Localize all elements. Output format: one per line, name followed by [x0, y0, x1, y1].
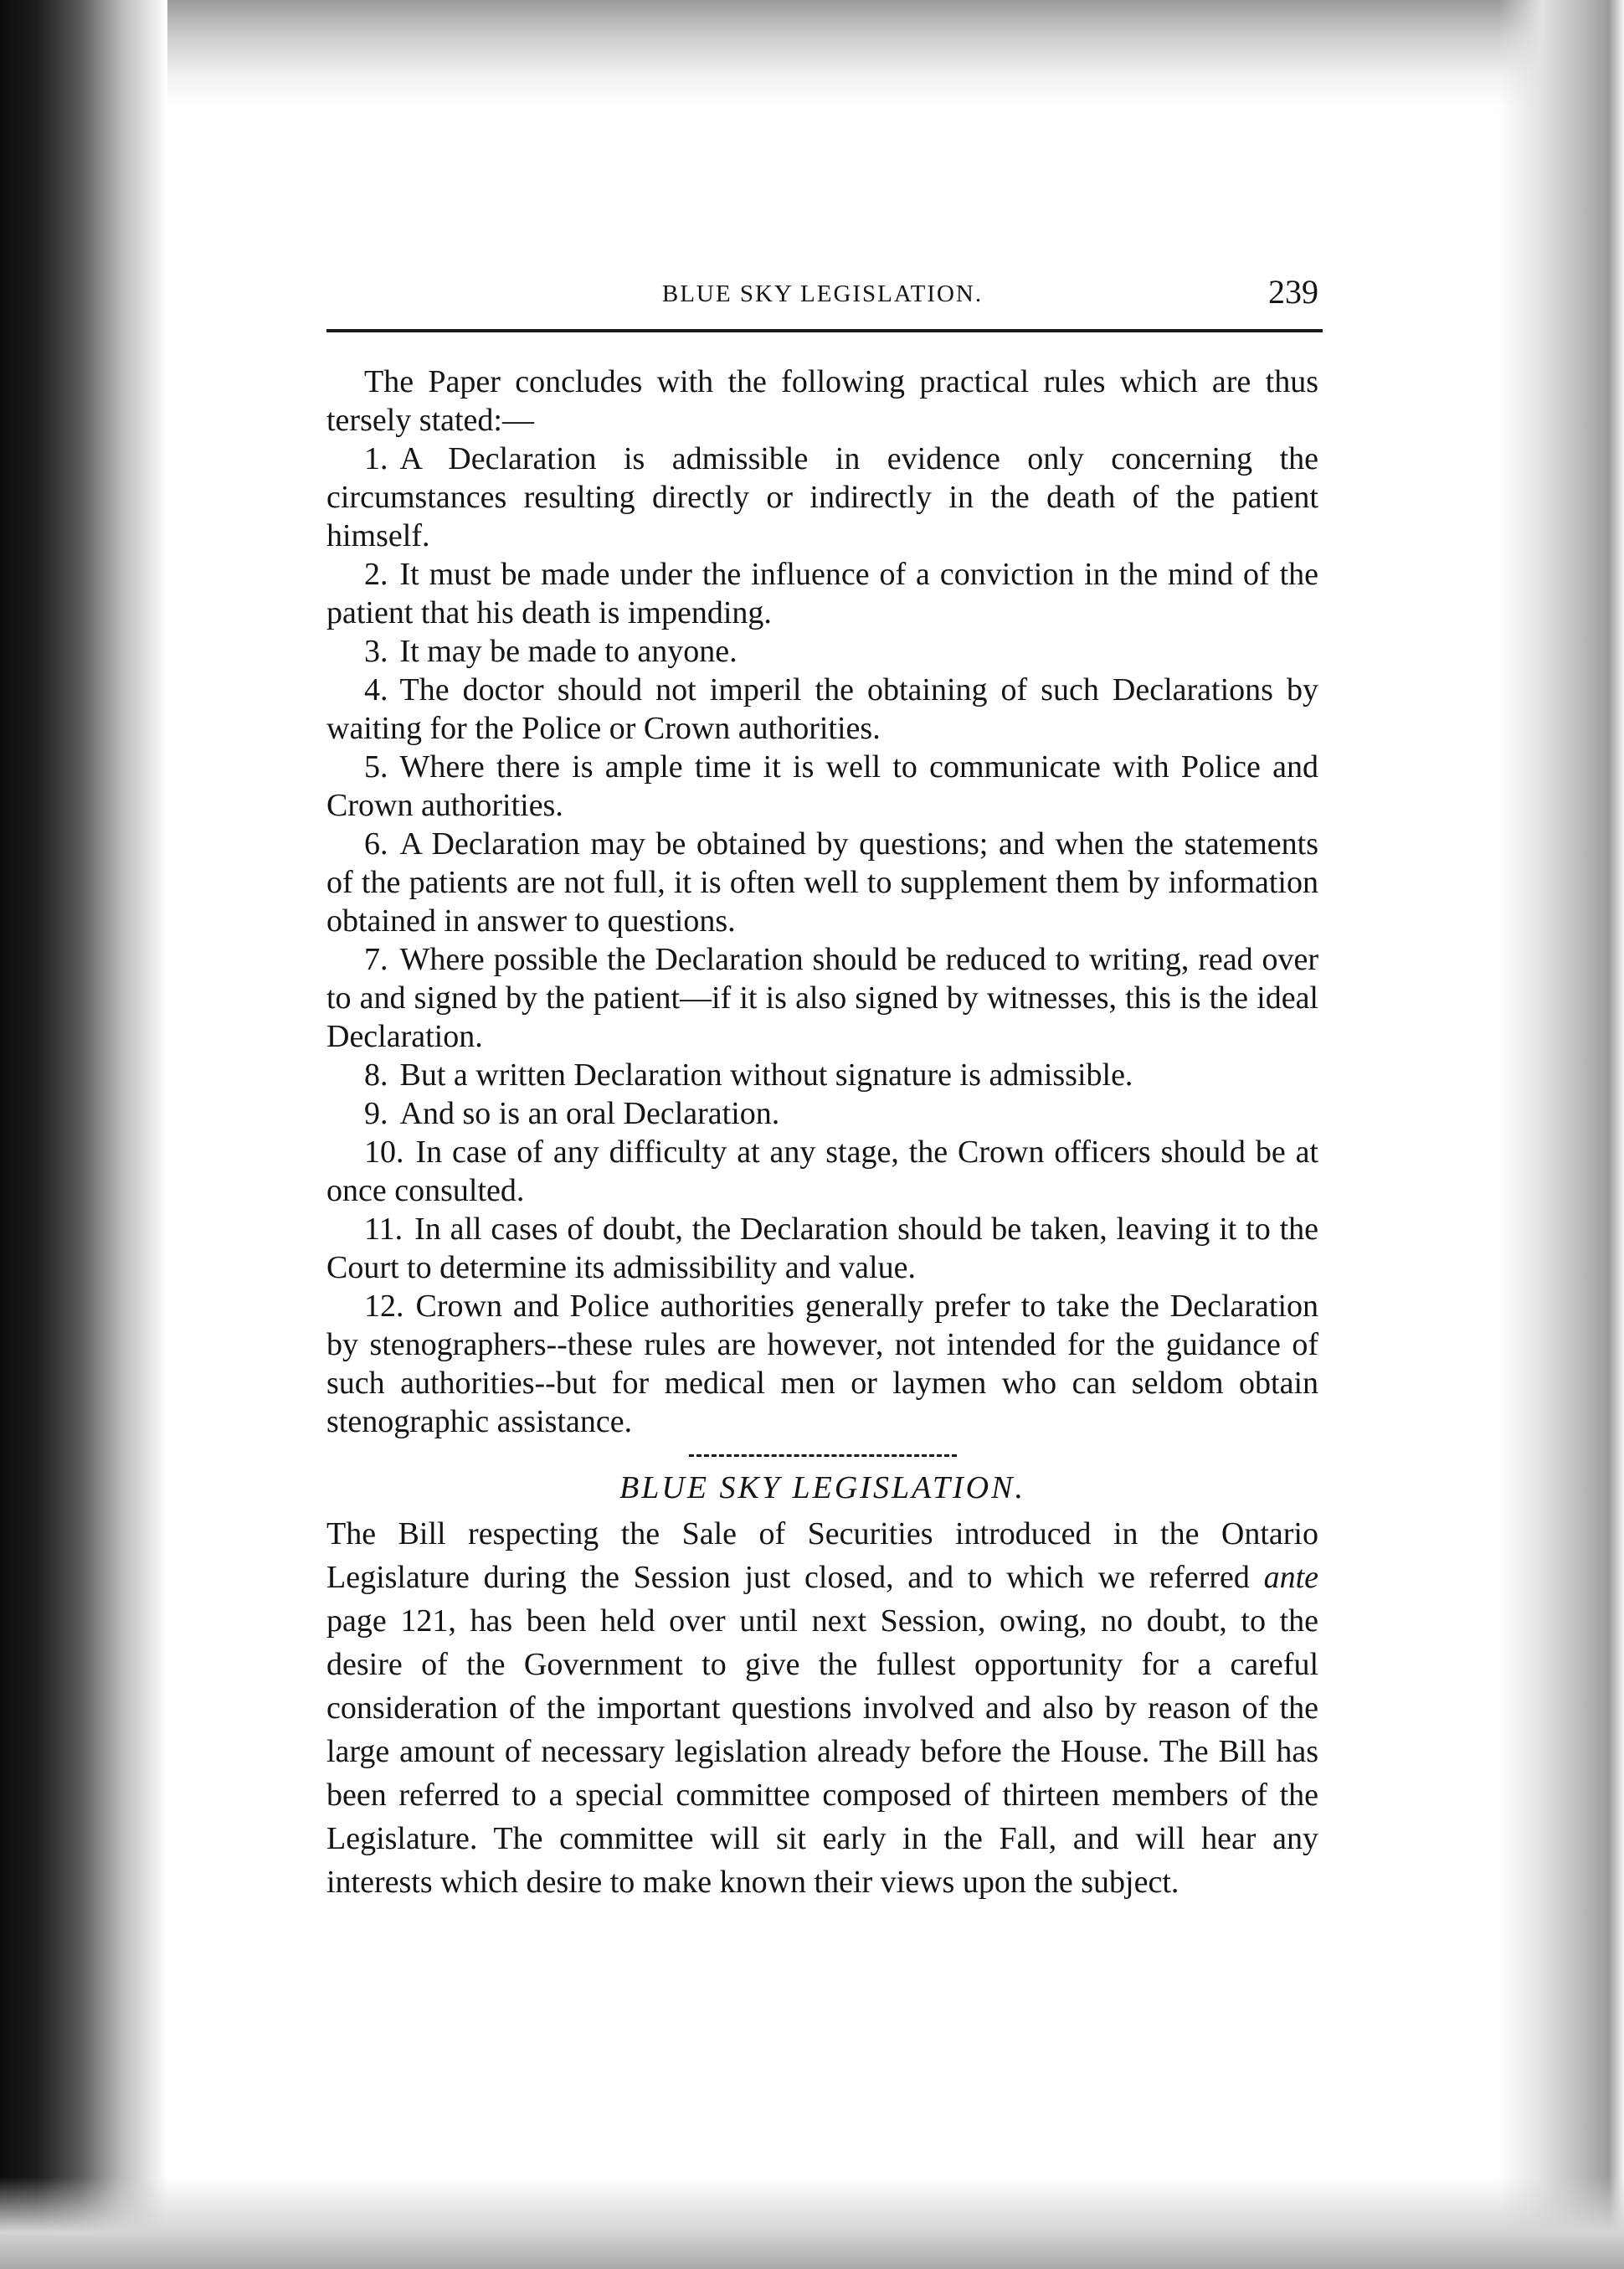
rule-number: 8. — [364, 1057, 388, 1093]
header-rule — [326, 329, 1323, 332]
rule-item — [326, 632, 1318, 671]
book-binding-left — [0, 0, 167, 2269]
rule-text: In case of any difficulty at any stage, the Crown officers should be at once consulted. — [326, 1134, 1318, 1208]
running-head: BLUE SKY LEGISLATION. — [661, 280, 984, 307]
rule-item — [326, 555, 1318, 632]
rule-number: 9. — [364, 1096, 388, 1131]
page-header — [326, 272, 1318, 322]
rule-number: 1. — [364, 441, 388, 476]
section-title: BLUE SKY LEGISLATION. — [619, 1470, 1025, 1505]
rule-item — [326, 1210, 1318, 1287]
rule-text: It may be made to anyone. — [399, 634, 737, 669]
rule-text: And so is an oral Declaration. — [399, 1096, 780, 1131]
rule-text: Crown and Police authorities generally prefer to take the Declaration by stenographers--these rules are however, not intended for the guidance of such authorities--but for medical men or laymen who can seldom obtain stenographic assistance. — [326, 1289, 1318, 1439]
book-page — [326, 272, 1318, 1904]
page-number: 239 — [1268, 273, 1318, 311]
rule-number: 3. — [364, 634, 388, 669]
rule-number: 10. — [364, 1134, 404, 1170]
rule-item — [326, 940, 1318, 1056]
rule-item — [326, 1094, 1318, 1133]
rule-text: A Declaration may be obtained by questions; and when the statements of the patients are not full, it is often well to supplement them by information obtained in answer to questions. — [326, 826, 1318, 939]
rule-number: 2. — [364, 557, 388, 592]
rule-item — [326, 825, 1318, 940]
rule-text: The doctor should not imperil the obtaining of such Declarations by waiting for the Police or Crown authorities. — [326, 672, 1318, 746]
rule-number: 4. — [364, 672, 388, 707]
section-text-end: page 121, has been held over until next Session, owing, no doubt, to the desire of the Government to give the fullest opportunity for a careful consideration of the important questions involved and also by reason of the large amount of necessary legislation already before the House. The Bill has been referred to a special committee composed of thirteen members of the Legislature. The committee will sit early in the Fall, and will hear any interests which desire to make known their views upon the subject. — [326, 1603, 1318, 1900]
section-divider — [689, 1454, 957, 1457]
page-shadow-top — [0, 0, 1624, 109]
rule-text: In all cases of doubt, the Declaration should be taken, leaving it to the Court to determine its admissibility and value. — [326, 1212, 1318, 1285]
rule-item — [326, 1056, 1318, 1094]
rule-text: It must be made under the influence of a conviction in the mind of the patient that his death is impending. — [326, 557, 1318, 630]
rule-text: Where possible the Declaration should be reduced to writing, read over to and signed by the patient—if it is also signed by witnesses, this is the ideal Declaration. — [326, 942, 1318, 1054]
rule-item — [326, 1133, 1318, 1210]
rule-number: 7. — [364, 942, 388, 977]
rule-text: Where there is ample time it is well to communicate with Police and Crown authorities. — [326, 749, 1318, 823]
rule-text: But a written Declaration without signature is admissible. — [399, 1057, 1133, 1093]
page-shadow-bottom — [0, 2177, 1624, 2269]
rule-number: 12. — [364, 1289, 404, 1324]
section-text-start: The Bill respecting the Sale of Securities introduced in the Ontario Legislature during the Session just closed, and to which we referred — [326, 1516, 1318, 1595]
page-shadow-right — [1498, 0, 1624, 2269]
rule-item — [326, 440, 1318, 555]
rules-list — [326, 440, 1318, 1441]
rule-item — [326, 748, 1318, 825]
rule-number: 11. — [364, 1212, 403, 1247]
rule-item — [326, 671, 1318, 748]
intro-paragraph: The Paper concludes with the following practical rules which are thus tersely stated:— — [326, 364, 1318, 438]
rule-item — [326, 1287, 1318, 1441]
ante-reference: ante — [1263, 1560, 1318, 1595]
rule-text: A Declaration is admissible in evidence only concerning the circumstances resulting directly or indirectly in the death of the patient himself. — [326, 441, 1318, 553]
rule-number: 5. — [364, 749, 388, 785]
rule-number: 6. — [364, 826, 388, 862]
section-paragraph — [326, 1512, 1318, 1904]
